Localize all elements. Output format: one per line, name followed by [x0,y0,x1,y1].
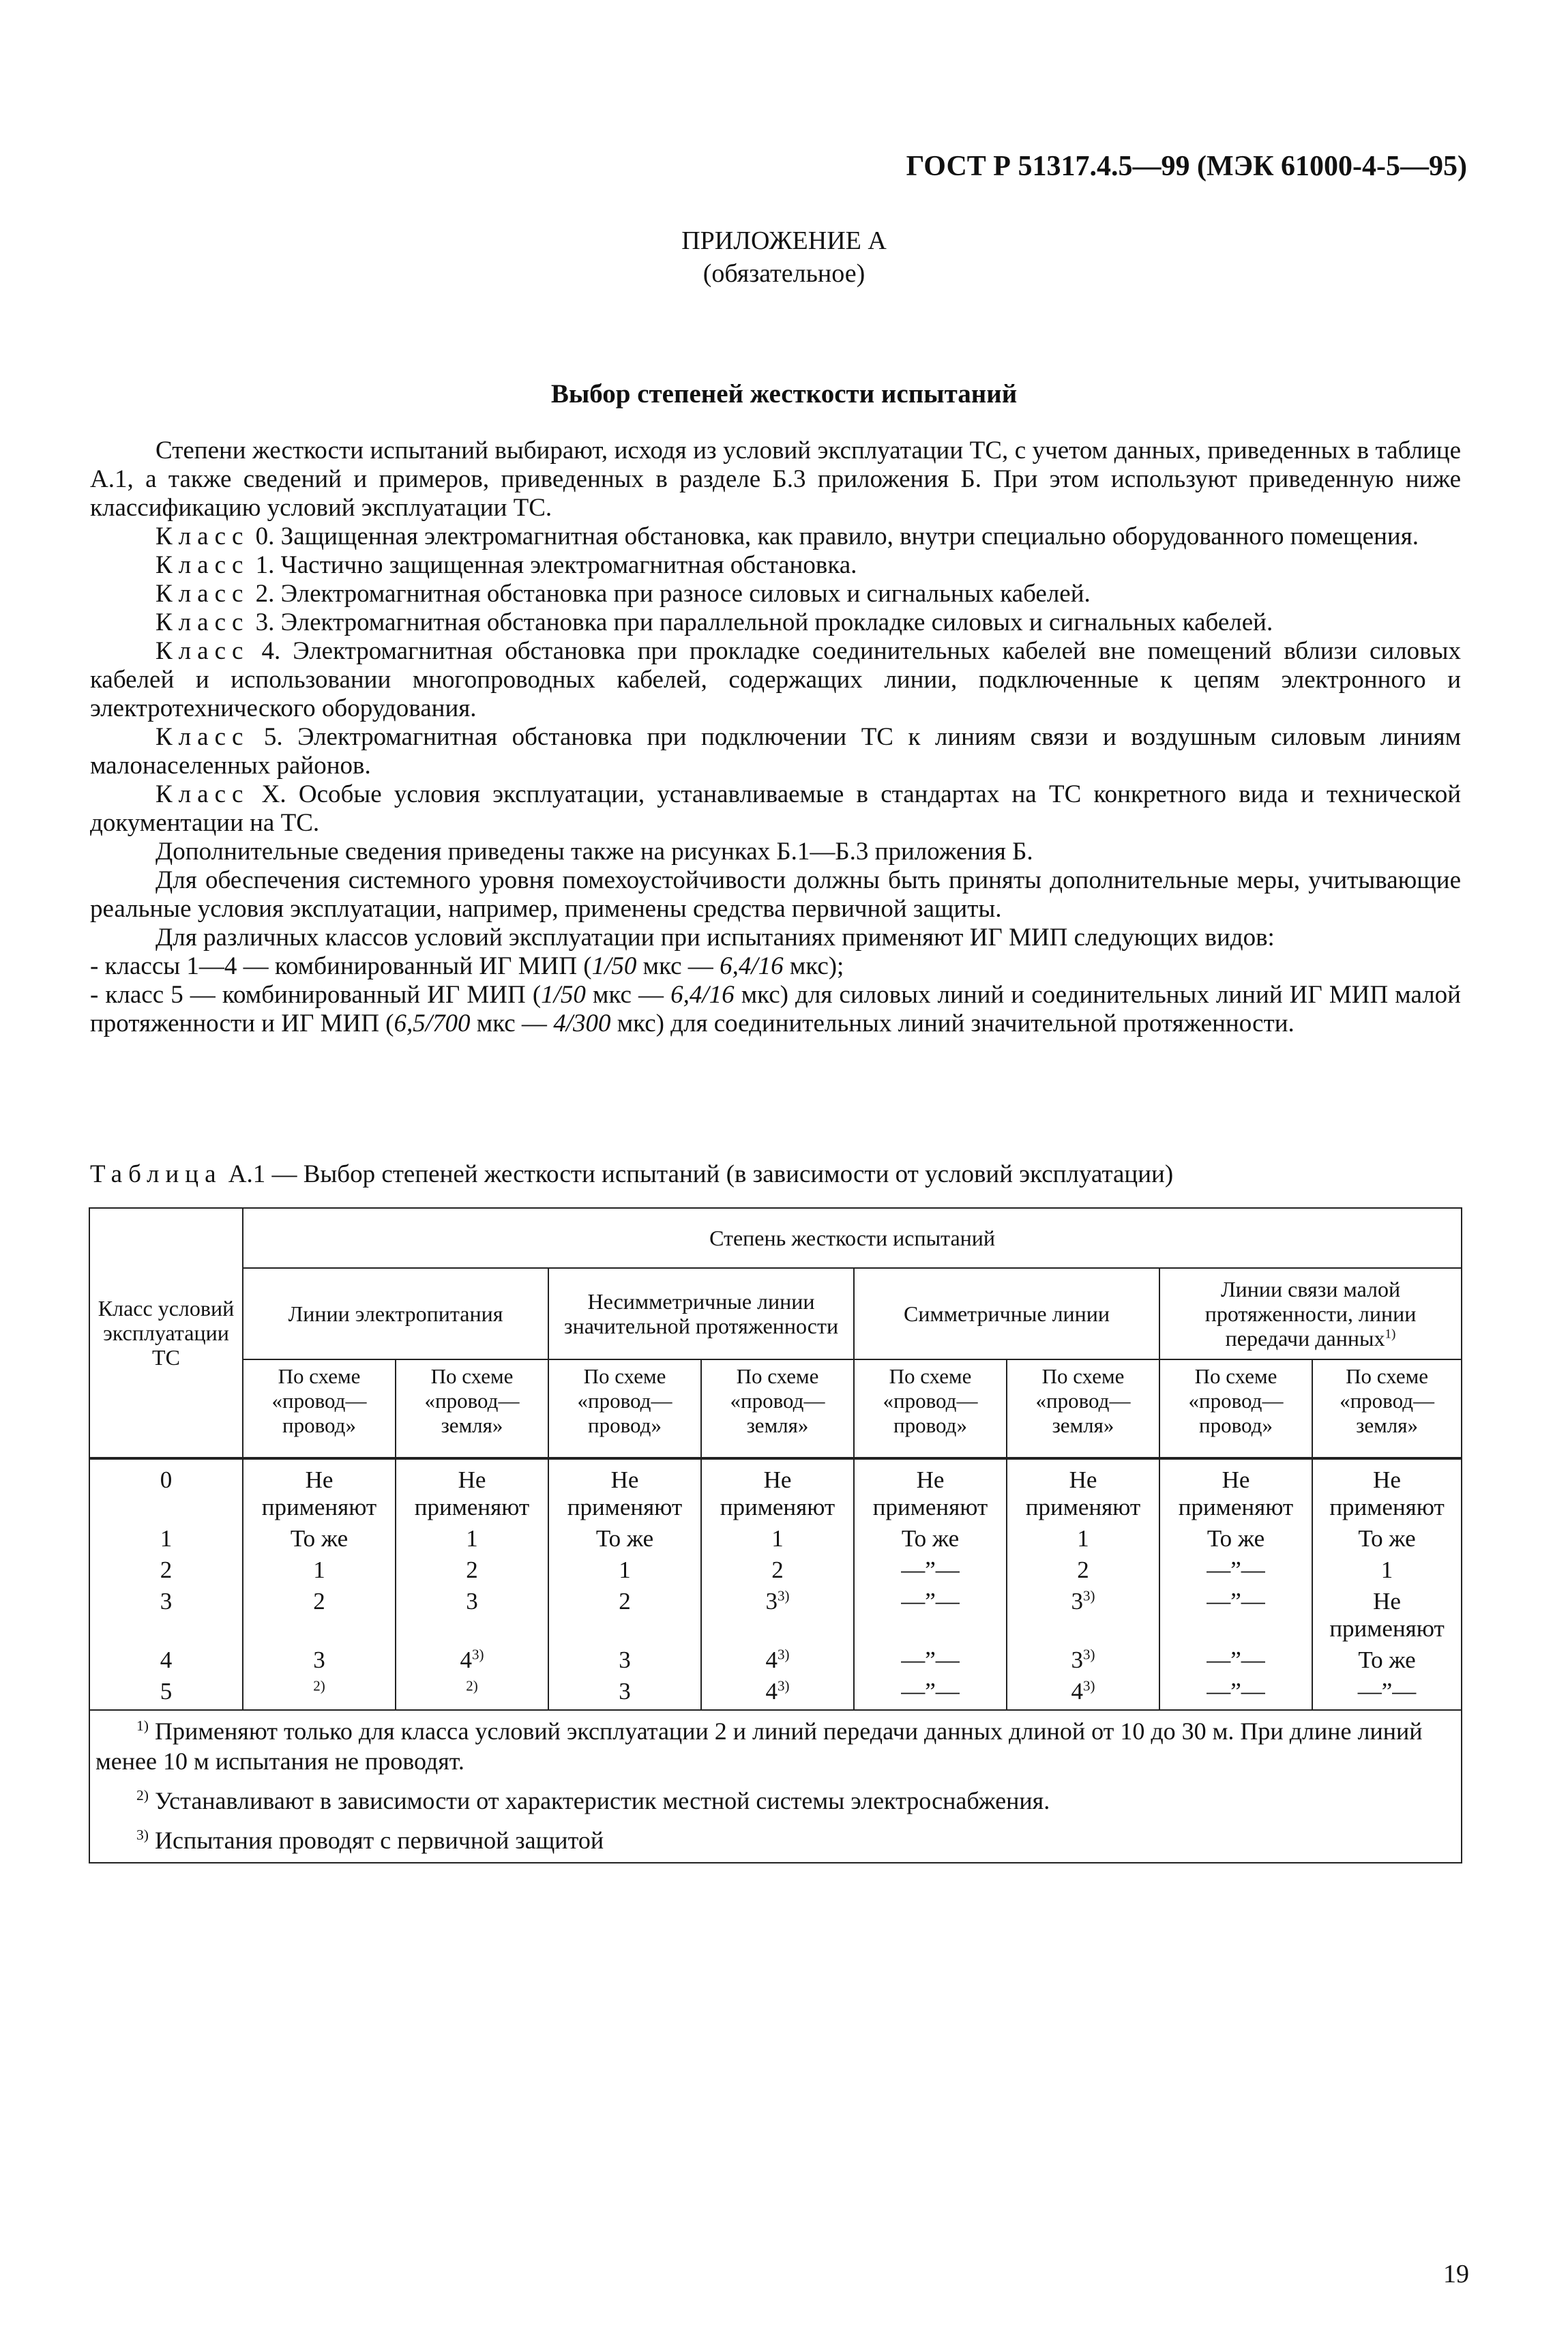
class-cell: 4 [89,1645,243,1676]
severity-cell [396,1676,548,1710]
severity-cell [243,1554,396,1586]
table-row [89,1554,1462,1586]
class-0-paragraph [90,522,1461,551]
item-italic: 4/300 [553,1010,611,1037]
severity-value: Не применяют [1329,1588,1445,1642]
line-group-header [1159,1268,1462,1359]
scheme-header: По схеме «провод—земля» [1007,1359,1159,1458]
class-x-paragraph [90,780,1461,838]
severity-cell [701,1523,854,1554]
table-note [95,1825,1455,1855]
severity-value: Не применяют [1178,1467,1294,1520]
table-caption [90,1160,1461,1189]
table-row [89,1458,1462,1523]
footnote-mark: 3) [1083,1587,1095,1604]
line-group-label: Симметричные линии [903,1301,1110,1326]
severity-value: 2 [771,1557,784,1583]
severity-cell [548,1554,701,1586]
generator-item-2 [90,981,1461,1038]
severity-value: 2 [313,1588,325,1615]
severity-cell [243,1676,396,1710]
severity-cell [396,1523,548,1554]
severity-cell [1159,1523,1312,1554]
class-word: Класс [156,608,250,636]
scheme-header: По схеме «провод—земля» [1312,1359,1462,1458]
scheme-header-row [89,1359,1462,1458]
degree-column-header: Степень жесткости испытаний [243,1208,1462,1268]
severity-value: 1 [313,1557,325,1583]
severity-value: —”— [1207,1588,1265,1615]
footnote-mark: 3) [778,1587,790,1604]
class-2-paragraph [90,580,1461,608]
system-level-paragraph: Для обеспечения системного уровня помехоустойчивости должны быть приняты дополнительные меры, учитывающие реальные условия эксплуатации, например, применены средства первичной защиты. [90,866,1461,923]
severity-value: Не применяют [1025,1467,1141,1520]
footnote-mark: 3) [1083,1677,1095,1694]
severity-value: —”— [901,1678,960,1705]
class-5-text: 5. Электромагнитная обстановка при подключении ТС к линиям связи и воздушным силовым линиям малонаселенных районов. [90,723,1462,780]
severity-cell [1312,1676,1462,1710]
severity-value: Не применяют [414,1467,530,1520]
class-1-text: 1. Частично защищенная электромагнитная обстановка. [255,551,857,579]
class-word: Класс [156,723,250,751]
severity-value: —”— [1207,1678,1265,1705]
severity-value: 2 [619,1588,631,1615]
additional-paragraph: Дополнительные сведения приведены также на рисунках Б.1—Б.3 приложения Б. [156,838,1033,866]
class-cell: 0 [89,1458,243,1523]
item-text: мкс); [783,952,844,980]
severity-value: 1 [1077,1525,1089,1552]
severity-value: —”— [1357,1678,1417,1705]
intro-paragraph: Степени жесткости испытаний выбирают, исходя из условий эксплуатации ТС, с учетом данных, приведенных в таблице А.1, а также сведений и примеров, приведенных в разделе Б.3 приложения Б. При этом используют приведенную ниже классификацию условий эксплуатации ТС. [90,437,1461,522]
footnote-mark: 2) [136,1787,149,1803]
severity-cell [1159,1586,1312,1645]
class-4-paragraph [90,637,1461,723]
line-group-header [243,1268,548,1359]
footnote-mark: 2) [466,1677,478,1694]
table-caption-word: Таблица [90,1160,222,1188]
severity-cell [396,1586,548,1645]
class-5-paragraph [90,723,1461,780]
severity-value: 4 [765,1647,778,1673]
class-cell: 1 [89,1523,243,1554]
class-4-text: 4. Электромагнитная обстановка при прокладке соединительных кабелей вне помещений вблизи силовых кабелей и использовании многопроводных кабелей, содержащих линии, подключенные к цепям электронного и электротехнического оборудования. [90,637,1462,722]
table-notes [89,1710,1462,1863]
severity-value: То же [290,1525,349,1552]
severity-cell [854,1458,1007,1523]
footnote-mark: 3) [1083,1646,1095,1663]
line-group-label: Несимметричные линии значительной протяженности [563,1289,839,1338]
class-word: Класс [156,637,250,665]
severity-cell [1007,1645,1159,1676]
scheme-header: По схеме «провод—земля» [396,1359,548,1458]
severity-cell [548,1645,701,1676]
line-group-label: Линии связи малой протяженности, линии передачи данных [1204,1277,1417,1351]
severity-cell [854,1586,1007,1645]
appendix-title: ПРИЛОЖЕНИЕ А [681,226,887,255]
item-text: мкс — [636,952,720,980]
item-italic: 6,4/16 [720,952,784,980]
document-header: ГОСТ Р 51317.4.5—99 (МЭК 61000-4-5—95) [906,151,1467,182]
class-x-text: X. Особые условия эксплуатации, устанавливаемые в стандартах на ТС конкретного вида и технической документации на ТС. [90,780,1462,837]
severity-value: 2 [1077,1557,1089,1583]
severity-cell [701,1554,854,1586]
severity-cell [243,1645,396,1676]
severity-value: 2 [466,1557,478,1583]
footnote-mark: 3) [472,1646,484,1663]
scheme-header: По схеме «провод—провод» [548,1359,701,1458]
class-3-paragraph [90,608,1461,637]
severity-cell [1007,1586,1159,1645]
severity-cell [1159,1458,1312,1523]
severity-cell [548,1458,701,1523]
item-italic: 6,4/16 [670,981,735,1009]
severity-value: —”— [1207,1557,1265,1583]
class-cell: 2 [89,1554,243,1586]
severity-value: —”— [901,1647,960,1673]
table-caption-text: А.1 — Выбор степеней жесткости испытаний (в зависимости от условий эксплуатации) [228,1160,1174,1188]
severity-value: 3 [1071,1588,1083,1615]
table-note-text: Испытания проводят с первичной защитой [149,1827,604,1854]
severity-value: 3 [1071,1647,1083,1673]
severity-value: Не применяют [1329,1467,1445,1520]
table-row [89,1523,1462,1554]
scheme-header: По схеме «провод—провод» [854,1359,1007,1458]
severity-cell [701,1586,854,1645]
severity-value: Не применяют [567,1467,683,1520]
item-text: мкс — [470,1010,554,1037]
severity-value: То же [595,1525,654,1552]
scheme-header: По схеме «провод—провод» [1159,1359,1312,1458]
severity-cell [548,1586,701,1645]
severity-value: 3 [466,1588,478,1615]
item-text: - классы 1—4 — комбинированный ИГ МИП ( [90,952,592,980]
item-italic: 1/50 [591,952,637,980]
footnote-mark: 3) [778,1677,790,1694]
severity-cell [1159,1645,1312,1676]
scheme-header: По схеме «провод—провод» [243,1359,396,1458]
severity-value: —”— [1207,1647,1265,1673]
severity-cell [1007,1676,1159,1710]
page-number: 19 [1443,2260,1469,2288]
severity-value: Не применяют [720,1467,835,1520]
severity-cell [1007,1554,1159,1586]
line-group-header [854,1268,1159,1359]
table-note [95,1716,1455,1776]
severity-cell [548,1523,701,1554]
severity-value: 1 [466,1525,478,1552]
severity-cell [1007,1458,1159,1523]
class-1-paragraph [90,551,1461,580]
table-body [89,1458,1462,1710]
severity-value: То же [901,1525,960,1552]
severity-value: 1 [771,1525,784,1552]
class-cell: 5 [89,1676,243,1710]
item-text: мкс — [585,981,671,1009]
generator-item-1 [90,952,1461,981]
generators-paragraph: Для различных классов условий эксплуатации при испытаниях применяют ИГ МИП следующих видов: [156,924,1275,952]
class-column-header: Класс условий эксплуатации ТС [89,1208,243,1458]
class-word: Класс [156,780,250,808]
severity-cell [854,1554,1007,1586]
footnote-mark: 2) [313,1677,325,1694]
appendix-heading [0,225,1568,290]
severity-table [89,1207,1462,1863]
class-word: Класс [156,580,250,608]
severity-value: 3 [619,1647,631,1673]
class-cell: 3 [89,1586,243,1645]
severity-value: 3 [313,1647,325,1673]
severity-cell [396,1458,548,1523]
class-3-text: 3. Электромагнитная обстановка при параллельной прокладке силовых и сигнальных кабелей. [255,608,1273,636]
footnote-mark: 1) [1385,1327,1396,1342]
appendix-status: (обязательное) [702,259,866,288]
severity-cell [854,1676,1007,1710]
table-row [89,1586,1462,1645]
footnote-mark: 1) [136,1718,149,1734]
footnote-mark: 3) [778,1646,790,1663]
section-title: Выбор степеней жесткости испытаний [550,379,1018,409]
severity-value: То же [1358,1525,1416,1552]
severity-cell [701,1676,854,1710]
severity-cell [548,1676,701,1710]
severity-value: —”— [901,1588,960,1615]
severity-value: 4 [765,1678,778,1705]
severity-cell [1159,1554,1312,1586]
table-note [95,1786,1455,1816]
severity-value: То же [1358,1647,1416,1673]
severity-cell [854,1523,1007,1554]
item-italic: 6,5/700 [394,1010,471,1037]
item-text: мкс) для силовых линий и соединительных линий ИГ МИП малой протяженности и ИГ МИП ( [90,981,1461,1037]
severity-value: 1 [1380,1557,1393,1583]
item-text: - класс 5 — комбинированный ИГ МИП ( [90,981,542,1009]
footnote-mark: 3) [136,1827,149,1843]
severity-cell [701,1458,854,1523]
severity-cell [1312,1554,1462,1586]
severity-value: 1 [619,1557,631,1583]
severity-cell [396,1554,548,1586]
severity-value: 3 [619,1678,631,1705]
line-group-header-row [89,1268,1462,1359]
severity-value: 3 [765,1588,778,1615]
severity-value: Не применяют [261,1467,377,1520]
severity-cell [243,1523,396,1554]
severity-cell [1159,1676,1312,1710]
severity-cell [1312,1586,1462,1645]
line-group-header [548,1268,854,1359]
table-row [89,1645,1462,1676]
severity-cell [1312,1523,1462,1554]
severity-cell [1312,1458,1462,1523]
body-text [90,437,1461,1038]
class-0-text: 0. Защищенная электромагнитная обстановка, как правило, внутри специально оборудованного помещения. [255,522,1419,550]
class-word: Класс [156,522,250,550]
severity-cell [701,1645,854,1676]
table-note-text: Применяют только для класса условий эксплуатации 2 и линий передачи данных длиной от 10 до 30 м. При длине линий менее 10 м испытания не проводят. [95,1718,1423,1775]
severity-value: 4 [460,1647,472,1673]
class-2-text: 2. Электромагнитная обстановка при разносе силовых и сигнальных кабелей. [255,580,1091,608]
severity-cell [396,1645,548,1676]
severity-value: Не применяют [872,1467,988,1520]
severity-cell [243,1458,396,1523]
severity-cell [243,1586,396,1645]
item-italic: 1/50 [541,981,586,1009]
class-word: Класс [156,551,250,579]
severity-cell [1007,1523,1159,1554]
severity-cell [1312,1645,1462,1676]
severity-value: То же [1207,1525,1265,1552]
table-note-text: Устанавливают в зависимости от характеристик местной системы электроснабжения. [149,1787,1050,1814]
severity-value: 4 [1071,1678,1083,1705]
line-group-label: Линии электропитания [288,1301,503,1326]
severity-value: —”— [901,1557,960,1583]
severity-cell [854,1645,1007,1676]
table-row [89,1676,1462,1710]
scheme-header: По схеме «провод—земля» [701,1359,854,1458]
item-text: мкс) для соединительных линий значительной протяженности. [610,1010,1295,1037]
